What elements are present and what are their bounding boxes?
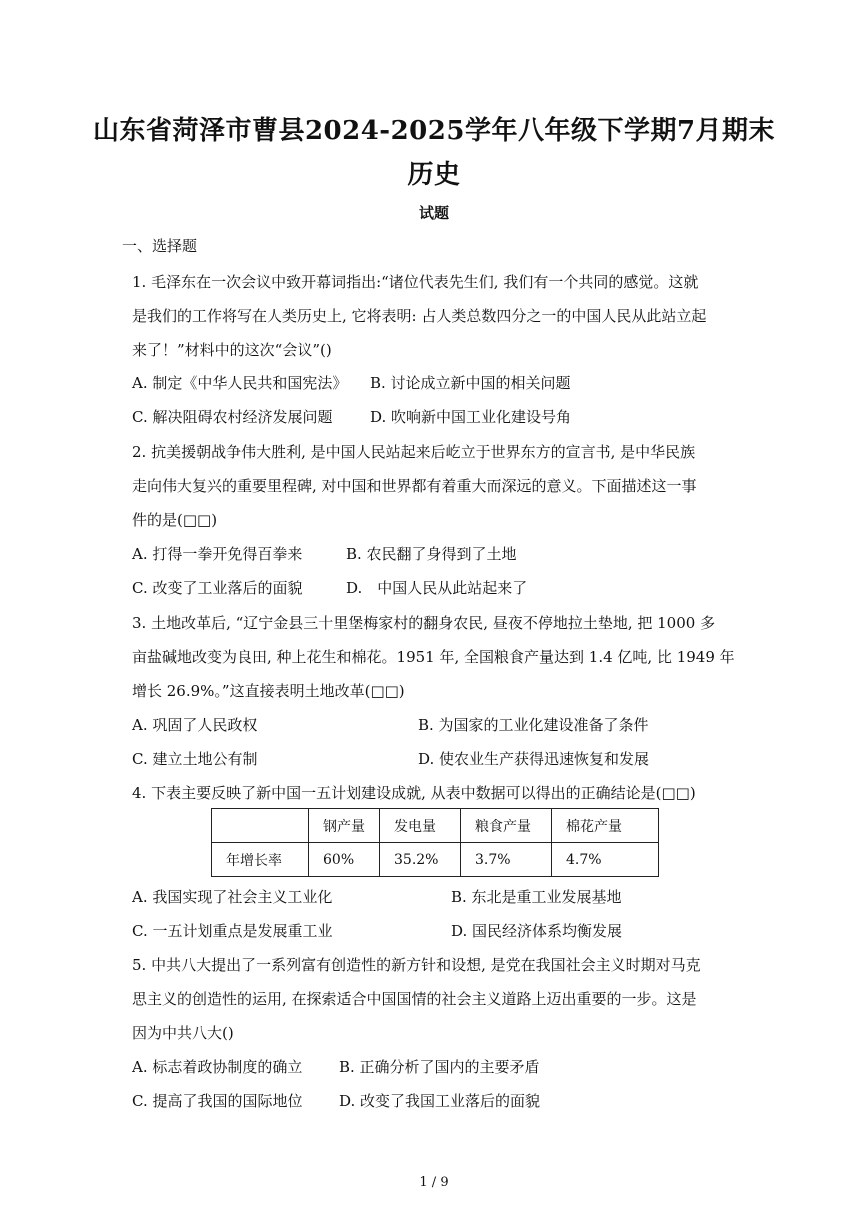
question-text: 增长 26.9%。”这直接表明土地改革(□□) <box>132 682 405 700</box>
table-cell: 60% <box>309 843 380 877</box>
option-c[interactable]: C. 一五计划重点是发展重工业 <box>132 922 333 940</box>
option-d[interactable]: D. 国民经济体系均衡发展 <box>451 922 623 940</box>
option-d[interactable]: D. 吹响新中国工业化建设号角 <box>370 408 572 426</box>
table-header-row <box>212 809 659 843</box>
question-text: 来了！”材料中的这次“会议”() <box>132 341 332 359</box>
option-b[interactable]: B. 为国家的工业化建设准备了条件 <box>418 716 649 734</box>
option-d[interactable]: D. 改变了我国工业落后的面貌 <box>339 1092 541 1110</box>
table-header-cell <box>212 809 309 843</box>
question-text: 5. 中共八大提出了一系列富有创造性的新方针和设想, 是党在我国社会主义时期对马克 <box>132 956 701 974</box>
question-text: 1. 毛泽东在一次会议中致开幕词指出:“诸位代表先生们, 我们有一个共同的感觉。这就 <box>132 273 699 291</box>
option-b[interactable]: B. 东北是重工业发展基地 <box>451 888 622 906</box>
question-text: 走向伟大复兴的重要里程碑, 对中国和世界都有着重大而深远的意义。下面描述这一事 <box>132 477 697 495</box>
question-text: 思主义的创造性的运用, 在探索适合中国国情的社会主义道路上迈出重要的一步。这是 <box>132 990 697 1008</box>
option-b[interactable]: B. 正确分析了国内的主要矛盾 <box>339 1058 540 1076</box>
question-text: 件的是(□□) <box>132 511 218 529</box>
table-row <box>212 843 659 877</box>
section-heading: 一、选择题 <box>122 237 198 255</box>
option-a[interactable]: A. 巩固了人民政权 <box>132 716 258 734</box>
growth-rate-table <box>211 808 659 877</box>
table-cell: 4.7% <box>552 843 659 877</box>
option-a[interactable]: A. 打得一拳开免得百拳来 <box>132 545 303 563</box>
question-text: 4. 下表主要反映了新中国一五计划建设成就, 从表中数据可以得出的正确结论是(□□) <box>132 784 696 802</box>
option-a[interactable]: A. 我国实现了社会主义工业化 <box>132 888 333 906</box>
table-header-cell: 棉花产量 <box>552 809 659 843</box>
table-cell: 35.2% <box>380 843 461 877</box>
option-b[interactable]: B. 讨论成立新中国的相关问题 <box>370 374 571 392</box>
option-b[interactable]: B. 农民翻了身得到了土地 <box>346 545 517 563</box>
page-number: 1 / 9 <box>419 1175 449 1190</box>
question-text: 因为中共八大() <box>132 1024 234 1042</box>
question-text: 是我们的工作将写在人类历史上, 它将表明: 占人类总数四分之一的中国人民从此站立起 <box>132 307 707 325</box>
option-c[interactable]: C. 解决阻碍农村经济发展问题 <box>132 408 333 426</box>
page-title: 山东省菏泽市曹县2024-2025学年八年级下学期7月期末 <box>92 116 776 146</box>
table-header-cell: 粮食产量 <box>461 809 552 843</box>
option-d[interactable]: D. 使农业生产获得迅速恢复和发展 <box>418 750 650 768</box>
option-c[interactable]: C. 改变了工业落后的面貌 <box>132 579 303 597</box>
page-title-subject: 历史 <box>407 160 461 190</box>
page-subtitle: 试题 <box>418 204 449 222</box>
table-header-cell: 钢产量 <box>309 809 380 843</box>
table-header-cell: 发电量 <box>380 809 461 843</box>
question-text: 亩盐碱地改变为良田, 种上花生和棉花。1951 年, 全国粮食产量达到 1.4 亿吨, 比 1949 年 <box>132 648 735 666</box>
question-text: 2. 抗美援朝战争伟大胜利, 是中国人民站起来后屹立于世界东方的宣言书, 是中华民族 <box>132 443 696 461</box>
question-text: 3. 土地改革后, “辽宁金县三十里堡梅家村的翻身农民, 昼夜不停地拉土垫地, 把 1000 多 <box>132 614 716 632</box>
option-c[interactable]: C. 建立土地公有制 <box>132 750 258 768</box>
option-a[interactable]: A. 制定《中华人民共和国宪法》 <box>132 374 348 392</box>
table-cell: 年增长率 <box>212 843 309 877</box>
option-d[interactable]: D. 中国人民从此站起来了 <box>346 579 528 597</box>
table-cell: 3.7% <box>461 843 552 877</box>
option-a[interactable]: A. 标志着政协制度的确立 <box>132 1058 303 1076</box>
option-c[interactable]: C. 提高了我国的国际地位 <box>132 1092 303 1110</box>
